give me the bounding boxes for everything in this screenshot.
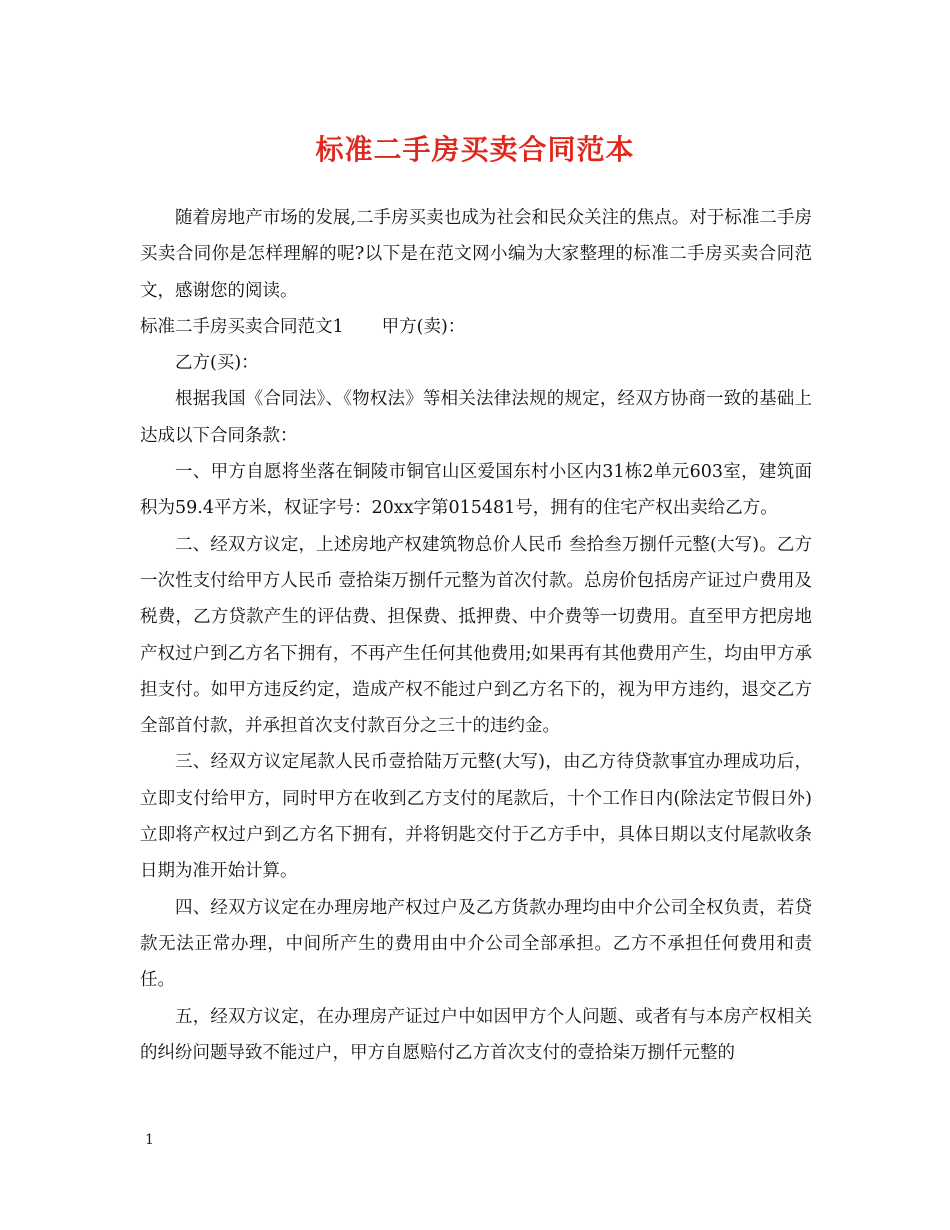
preamble-paragraph: 根据我国《合同法》、《物权法》等相关法律法规的规定，经双方协商一致的基础上达成以下合同条款： xyxy=(140,389,812,446)
sample-heading-line xyxy=(140,309,812,345)
clause-4: 四、经双方议定在办理房地产权过户及乙方货款办理均由中介公司全权负责，若贷款无法正常办理，中间所产生的费用由中介公司全部承担。乙方不承担任何费用和责任。 xyxy=(140,897,812,991)
document-body xyxy=(140,200,812,1071)
clause-3: 三、经双方议定尾款人民币壹拾陆万元整(大写)，由乙方待贷款事宜办理成功后，立即支付给甲方，同时甲方在收到乙方支付的尾款后，十个工作日内(除法定节假日外)立即将产权过户到乙方名下拥有，并将钥匙交付于乙方手中，具体日期以支付尾款收条日期为准开始计算。 xyxy=(140,752,812,882)
intro-paragraph: 随着房地产市场的发展,二手房买卖也成为社会和民众关注的焦点。对于标准二手房买卖合同你是怎样理解的呢?以下是在范文网小编为大家整理的标准二手房买卖合同范文，感谢您的阅读。 xyxy=(140,208,812,301)
party-a-label: 甲方(卖)： xyxy=(381,316,466,337)
document-title: 标准二手房买卖合同范本 xyxy=(315,133,635,166)
page-number: 1 xyxy=(145,1132,154,1148)
clause-1: 一、甲方自愿将坐落在铜陵市铜官山区爱国东村小区内31栋2单元603室，建筑面积为59.4平方米，权证字号：20xx字第015481号，拥有的住宅产权出卖给乙方。 xyxy=(140,462,812,519)
party-b-label: 乙方(买)： xyxy=(175,353,259,374)
clause-5: 五，经双方议定，在办理房产证过户中如因甲方个人问题、或者有与本房产权相关的纠纷问题导致不能过户，甲方自愿赔付乙方首次支付的壹拾柒万捌仟元整的 xyxy=(140,1006,812,1063)
clause-2: 二、经双方议定，上述房地产权建筑物总价人民币 叁拾叁万捌仟元整(大写)。乙方一次性支付给甲方人民币 壹拾柒万捌仟元整为首次付款。总房价包括房产证过户费用及税费，乙方贷款产生的评估费、担保费、抵押费、中介费等一切费用。直至甲方把房地产权过户到乙方名下拥有，不再产生任何其他费用;如果再有其他费用产生，均由甲方承担支付。如甲方违反约定，造成产权不能过户到乙方名下的，视为甲方违约，退交乙方全部首付款，并承担首次支付款百分之三十的违约金。 xyxy=(140,534,812,737)
sample-heading: 标准二手房买卖合同范文1 xyxy=(140,316,344,337)
